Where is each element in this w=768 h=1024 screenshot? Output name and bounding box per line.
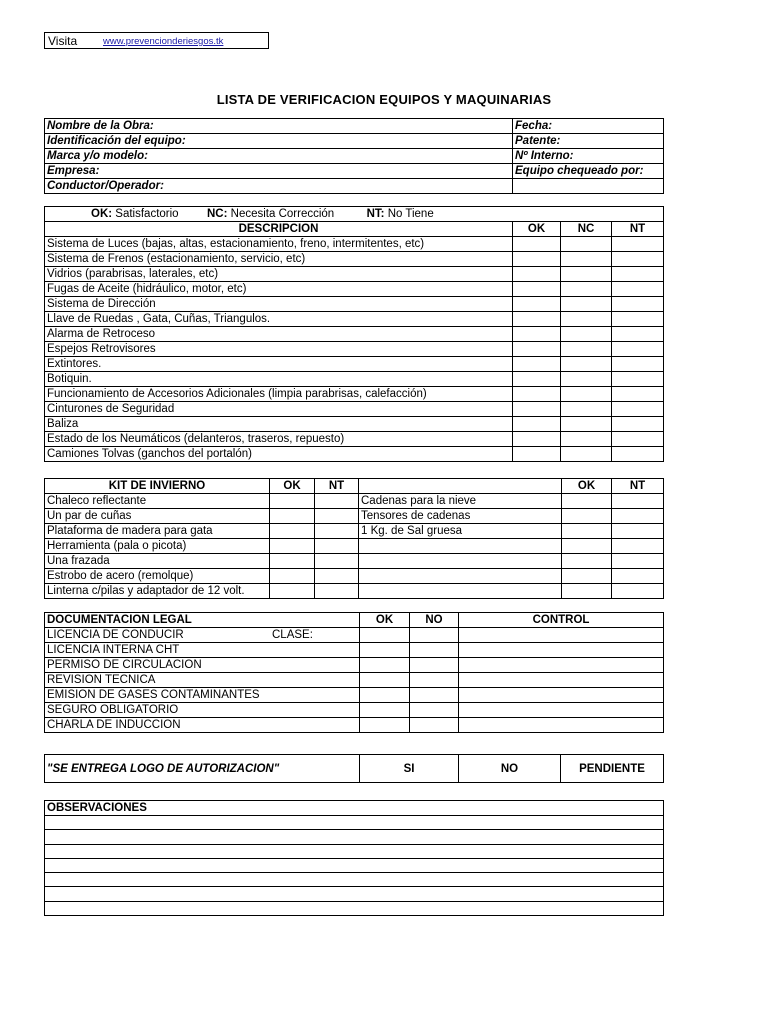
checklist-nt-cell[interactable] bbox=[612, 267, 664, 282]
docs-row bbox=[45, 688, 664, 703]
checklist-ok-cell[interactable] bbox=[513, 252, 561, 267]
checklist-nc-cell[interactable] bbox=[561, 282, 612, 297]
docs-item-label: CHARLA DE INDUCCION bbox=[47, 719, 181, 731]
checklist-nt-cell[interactable] bbox=[612, 357, 664, 372]
kit-nt-cell[interactable] bbox=[315, 524, 359, 539]
checklist-item-label: Sistema de Frenos (estacionamiento, servicio, etc) bbox=[45, 252, 513, 267]
checklist-header-row bbox=[45, 222, 664, 237]
kit-nt-cell-2[interactable] bbox=[612, 494, 664, 509]
kit-item-right: 1 Kg. de Sal gruesa bbox=[359, 524, 562, 539]
docs-no-cell[interactable] bbox=[410, 643, 459, 658]
legend-nc-key: NC: bbox=[206, 208, 228, 220]
docs-col-control: CONTROL bbox=[459, 613, 664, 628]
checklist-item-label: Camiones Tolvas (ganchos del portalón) bbox=[45, 447, 513, 462]
observations-label: OBSERVACIONES bbox=[45, 801, 664, 816]
kit-nt-cell[interactable] bbox=[315, 569, 359, 584]
header-field-right[interactable]: Fecha: bbox=[513, 119, 664, 134]
kit-ok-cell[interactable] bbox=[270, 569, 315, 584]
kit-nt-cell-2[interactable] bbox=[612, 539, 664, 554]
observations-line[interactable] bbox=[45, 887, 664, 901]
header-field-row bbox=[45, 164, 664, 179]
kit-col-blank bbox=[359, 479, 562, 494]
docs-item-cell bbox=[45, 718, 360, 733]
header-field-right[interactable]: Equipo chequeado por: bbox=[513, 164, 664, 179]
kit-ok-cell[interactable] bbox=[270, 494, 315, 509]
kit-item-left: Una frazada bbox=[45, 554, 270, 569]
checklist-row bbox=[45, 282, 664, 297]
docs-no-cell[interactable] bbox=[410, 703, 459, 718]
checklist-row bbox=[45, 447, 664, 462]
visit-link[interactable]: www.prevencionderiesgos.tk bbox=[103, 36, 224, 47]
checklist-nt-cell[interactable] bbox=[612, 297, 664, 312]
kit-row bbox=[45, 539, 664, 554]
checklist-item-label: Botiquin. bbox=[45, 372, 513, 387]
docs-row bbox=[45, 628, 664, 643]
kit-item-left: Herramienta (pala o picota) bbox=[45, 539, 270, 554]
docs-item-label: PERMISO DE CIRCULACION bbox=[47, 659, 202, 671]
kit-ok-cell-2[interactable] bbox=[562, 494, 612, 509]
visit-box bbox=[44, 32, 269, 49]
docs-item-label: LICENCIA DE CONDUCIR bbox=[47, 629, 184, 641]
checklist-table bbox=[44, 206, 664, 462]
docs-item-cell bbox=[45, 688, 360, 703]
checklist-row bbox=[45, 267, 664, 282]
observations-line[interactable] bbox=[45, 816, 664, 830]
kit-nt-cell-2[interactable] bbox=[612, 509, 664, 524]
header-field-left[interactable]: Marca y/o modelo: bbox=[45, 149, 513, 164]
checklist-ok-cell[interactable] bbox=[513, 327, 561, 342]
kit-col-ok: OK bbox=[270, 479, 315, 494]
checklist-item-label: Alarma de Retroceso bbox=[45, 327, 513, 342]
kit-nt-cell[interactable] bbox=[315, 509, 359, 524]
checklist-ok-cell[interactable] bbox=[513, 447, 561, 462]
checklist-nc-cell[interactable] bbox=[561, 252, 612, 267]
kit-ok-cell[interactable] bbox=[270, 539, 315, 554]
checklist-nt-cell[interactable] bbox=[612, 252, 664, 267]
checklist-item-label: Sistema de Luces (bajas, altas, estacionamiento, freno, intermitentes, etc) bbox=[45, 237, 513, 252]
kit-row bbox=[45, 584, 664, 599]
kit-ok-cell-2[interactable] bbox=[562, 554, 612, 569]
checklist-nc-cell[interactable] bbox=[561, 237, 612, 252]
checklist-row bbox=[45, 372, 664, 387]
checklist-nc-cell[interactable] bbox=[561, 357, 612, 372]
checklist-nc-cell[interactable] bbox=[561, 312, 612, 327]
checklist-ok-cell[interactable] bbox=[513, 312, 561, 327]
kit-nt-cell-2[interactable] bbox=[612, 584, 664, 599]
checklist-nt-cell[interactable] bbox=[612, 417, 664, 432]
kit-header-row bbox=[45, 479, 664, 494]
legend-row bbox=[45, 207, 664, 222]
docs-item-cell bbox=[45, 703, 360, 718]
checklist-nt-cell[interactable] bbox=[612, 237, 664, 252]
docs-col-no: NO bbox=[410, 613, 459, 628]
checklist-item-label: Espejos Retrovisores bbox=[45, 342, 513, 357]
header-field-right[interactable]: Nº Interno: bbox=[513, 149, 664, 164]
docs-control-cell[interactable] bbox=[459, 688, 664, 703]
docs-ok-cell[interactable] bbox=[360, 703, 410, 718]
kit-nt-cell-2[interactable] bbox=[612, 524, 664, 539]
checklist-nc-cell[interactable] bbox=[561, 297, 612, 312]
header-field-left[interactable]: Nombre de la Obra: bbox=[45, 119, 513, 134]
checklist-item-label: Llave de Ruedas , Gata, Cuñas, Triangulos. bbox=[45, 312, 513, 327]
checklist-ok-cell[interactable] bbox=[513, 387, 561, 402]
docs-control-cell[interactable] bbox=[459, 703, 664, 718]
kit-ok-cell[interactable] bbox=[270, 584, 315, 599]
docs-row bbox=[45, 643, 664, 658]
kit-ok-cell-2[interactable] bbox=[562, 569, 612, 584]
kit-nt-cell-2[interactable] bbox=[612, 569, 664, 584]
authorization-label: "SE ENTREGA LOGO DE AUTORIZACION" bbox=[45, 755, 360, 783]
docs-row bbox=[45, 718, 664, 733]
col-ok: OK bbox=[513, 222, 561, 237]
observations-line-row bbox=[45, 887, 664, 901]
kit-nt-cell-2[interactable] bbox=[612, 554, 664, 569]
docs-no-cell[interactable] bbox=[410, 673, 459, 688]
kit-item-left: Un par de cuñas bbox=[45, 509, 270, 524]
docs-ok-cell[interactable] bbox=[360, 628, 410, 643]
docs-item-label: SEGURO OBLIGATORIO bbox=[47, 704, 179, 716]
docs-header-row bbox=[45, 613, 664, 628]
header-fields-table bbox=[44, 118, 664, 194]
checklist-nc-cell[interactable] bbox=[561, 417, 612, 432]
observations-line-row bbox=[45, 901, 664, 915]
checklist-nc-cell[interactable] bbox=[561, 267, 612, 282]
kit-item-left: Estrobo de acero (remolque) bbox=[45, 569, 270, 584]
checklist-item-label: Cinturones de Seguridad bbox=[45, 402, 513, 417]
docs-ok-cell[interactable] bbox=[360, 658, 410, 673]
checklist-nc-cell[interactable] bbox=[561, 342, 612, 357]
checklist-nc-cell[interactable] bbox=[561, 372, 612, 387]
docs-col-title: DOCUMENTACION LEGAL bbox=[45, 613, 360, 628]
kit-ok-cell-2[interactable] bbox=[562, 509, 612, 524]
legend-nc-text: Necesita Corrección bbox=[230, 208, 335, 220]
kit-item-left: Plataforma de madera para gata bbox=[45, 524, 270, 539]
page-title: LISTA DE VERIFICACION EQUIPOS Y MAQUINARIAS bbox=[216, 92, 552, 107]
visit-label: Visita bbox=[48, 34, 78, 48]
checklist-ok-cell[interactable] bbox=[513, 372, 561, 387]
docs-ok-cell[interactable] bbox=[360, 718, 410, 733]
kit-item-left: Chaleco reflectante bbox=[45, 494, 270, 509]
docs-item-label: LICENCIA INTERNA CHT bbox=[47, 644, 180, 656]
docs-clase-label: CLASE: bbox=[272, 629, 313, 641]
observations-line[interactable] bbox=[45, 873, 664, 887]
checklist-row bbox=[45, 342, 664, 357]
checklist-row bbox=[45, 327, 664, 342]
header-field-left[interactable]: Identificación del equipo: bbox=[45, 134, 513, 149]
docs-no-cell[interactable] bbox=[410, 658, 459, 673]
checklist-ok-cell[interactable] bbox=[513, 237, 561, 252]
kit-item-right: Tensores de cadenas bbox=[359, 509, 562, 524]
authorization-si[interactable]: SI bbox=[360, 755, 459, 783]
checklist-nt-cell[interactable] bbox=[612, 372, 664, 387]
checklist-item-label: Estado de los Neumáticos (delanteros, traseros, repuesto) bbox=[45, 432, 513, 447]
docs-no-cell[interactable] bbox=[410, 688, 459, 703]
checklist-nt-cell[interactable] bbox=[612, 447, 664, 462]
checklist-nc-cell[interactable] bbox=[561, 327, 612, 342]
docs-no-cell[interactable] bbox=[410, 718, 459, 733]
winter-kit-table bbox=[44, 478, 664, 599]
kit-item-right: Cadenas para la nieve bbox=[359, 494, 562, 509]
kit-col-ok-2: OK bbox=[562, 479, 612, 494]
observations-line-row bbox=[45, 873, 664, 887]
docs-ok-cell[interactable] bbox=[360, 688, 410, 703]
docs-item-cell bbox=[45, 673, 360, 688]
docs-ok-cell[interactable] bbox=[360, 673, 410, 688]
kit-item-right bbox=[359, 584, 562, 599]
kit-row bbox=[45, 509, 664, 524]
kit-col-nt: NT bbox=[315, 479, 359, 494]
legend-nt-text: No Tiene bbox=[387, 208, 434, 220]
header-field-row bbox=[45, 179, 664, 194]
checklist-row bbox=[45, 237, 664, 252]
checklist-ok-cell[interactable] bbox=[513, 357, 561, 372]
checklist-item-label: Vidrios (parabrisas, laterales, etc) bbox=[45, 267, 513, 282]
docs-control-cell[interactable] bbox=[459, 673, 664, 688]
checklist-nt-cell[interactable] bbox=[612, 387, 664, 402]
kit-row bbox=[45, 494, 664, 509]
docs-item-cell bbox=[45, 643, 360, 658]
checklist-nt-cell[interactable] bbox=[612, 432, 664, 447]
kit-nt-cell[interactable] bbox=[315, 539, 359, 554]
checklist-nc-cell[interactable] bbox=[561, 387, 612, 402]
docs-control-cell[interactable] bbox=[459, 658, 664, 673]
header-field-left[interactable]: Conductor/Operador: bbox=[45, 179, 513, 194]
docs-control-cell[interactable] bbox=[459, 718, 664, 733]
kit-nt-cell[interactable] bbox=[315, 494, 359, 509]
checklist-nt-cell[interactable] bbox=[612, 282, 664, 297]
kit-ok-cell-2[interactable] bbox=[562, 524, 612, 539]
docs-item-label: REVISION TECNICA bbox=[47, 674, 156, 686]
kit-ok-cell[interactable] bbox=[270, 524, 315, 539]
authorization-row bbox=[45, 755, 664, 783]
checklist-row bbox=[45, 357, 664, 372]
observations-line[interactable] bbox=[45, 844, 664, 858]
docs-control-cell[interactable] bbox=[459, 628, 664, 643]
docs-col-ok: OK bbox=[360, 613, 410, 628]
kit-item-right bbox=[359, 554, 562, 569]
checklist-row bbox=[45, 312, 664, 327]
checklist-ok-cell[interactable] bbox=[513, 297, 561, 312]
checklist-ok-cell[interactable] bbox=[513, 267, 561, 282]
observations-line[interactable] bbox=[45, 830, 664, 844]
docs-item-cell bbox=[45, 658, 360, 673]
col-descripcion: DESCRIPCION bbox=[45, 222, 513, 237]
docs-row bbox=[45, 673, 664, 688]
kit-nt-cell[interactable] bbox=[315, 554, 359, 569]
kit-ok-cell[interactable] bbox=[270, 554, 315, 569]
checklist-nt-cell[interactable] bbox=[612, 402, 664, 417]
observations-header-row bbox=[45, 801, 664, 816]
observations-line-row bbox=[45, 816, 664, 830]
checklist-row bbox=[45, 252, 664, 267]
kit-row bbox=[45, 524, 664, 539]
checklist-nt-cell[interactable] bbox=[612, 327, 664, 342]
legend-nt-key: NT: bbox=[366, 208, 385, 220]
col-nc: NC bbox=[561, 222, 612, 237]
checklist-ok-cell[interactable] bbox=[513, 402, 561, 417]
header-field-left[interactable]: Empresa: bbox=[45, 164, 513, 179]
observations-line-row bbox=[45, 830, 664, 844]
checklist-row bbox=[45, 417, 664, 432]
kit-col-title: KIT DE INVIERNO bbox=[45, 479, 270, 494]
checklist-nc-cell[interactable] bbox=[561, 447, 612, 462]
checklist-nc-cell[interactable] bbox=[561, 402, 612, 417]
header-field-row bbox=[45, 149, 664, 164]
docs-row bbox=[45, 658, 664, 673]
kit-ok-cell[interactable] bbox=[270, 509, 315, 524]
observations-line-row bbox=[45, 858, 664, 872]
kit-row bbox=[45, 554, 664, 569]
checklist-item-label: Funcionamiento de Accesorios Adicionales (limpia parabrisas, calefacción) bbox=[45, 387, 513, 402]
authorization-pendiente[interactable]: PENDIENTE bbox=[561, 755, 664, 783]
observations-table bbox=[44, 800, 664, 916]
observations-line[interactable] bbox=[45, 858, 664, 872]
checklist-item-label: Sistema de Dirección bbox=[45, 297, 513, 312]
kit-ok-cell-2[interactable] bbox=[562, 539, 612, 554]
kit-nt-cell[interactable] bbox=[315, 584, 359, 599]
checklist-nt-cell[interactable] bbox=[612, 312, 664, 327]
checklist-ok-cell[interactable] bbox=[513, 342, 561, 357]
docs-ok-cell[interactable] bbox=[360, 643, 410, 658]
kit-item-left: Linterna c/pilas y adaptador de 12 volt. bbox=[45, 584, 270, 599]
docs-item-label: EMISION DE GASES CONTAMINANTES bbox=[47, 689, 260, 701]
docs-row bbox=[45, 703, 664, 718]
header-field-right[interactable]: Patente: bbox=[513, 134, 664, 149]
checklist-item-label: Baliza bbox=[45, 417, 513, 432]
checklist-nt-cell[interactable] bbox=[612, 342, 664, 357]
checklist-ok-cell[interactable] bbox=[513, 282, 561, 297]
checklist-row bbox=[45, 432, 664, 447]
kit-ok-cell-2[interactable] bbox=[562, 584, 612, 599]
col-nt: NT bbox=[612, 222, 664, 237]
header-field-row bbox=[45, 119, 664, 134]
header-field-row bbox=[45, 134, 664, 149]
authorization-no[interactable]: NO bbox=[459, 755, 561, 783]
kit-item-right bbox=[359, 539, 562, 554]
docs-no-cell[interactable] bbox=[410, 628, 459, 643]
checklist-nc-cell[interactable] bbox=[561, 432, 612, 447]
header-field-right[interactable] bbox=[513, 179, 664, 194]
checklist-item-label: Extintores. bbox=[45, 357, 513, 372]
authorization-table bbox=[44, 754, 664, 783]
kit-row bbox=[45, 569, 664, 584]
checklist-item-label: Fugas de Aceite (hidráulico, motor, etc) bbox=[45, 282, 513, 297]
checklist-row bbox=[45, 402, 664, 417]
observations-line-row bbox=[45, 844, 664, 858]
checklist-ok-cell[interactable] bbox=[513, 417, 561, 432]
legend-ok-text: Satisfactorio bbox=[115, 208, 179, 220]
observations-line[interactable] bbox=[45, 901, 664, 915]
checklist-row bbox=[45, 387, 664, 402]
legal-docs-table bbox=[44, 612, 664, 733]
docs-control-cell[interactable] bbox=[459, 643, 664, 658]
legend-ok-key: OK: bbox=[91, 208, 113, 220]
docs-item-cell bbox=[45, 628, 360, 643]
kit-col-nt-2: NT bbox=[612, 479, 664, 494]
checklist-ok-cell[interactable] bbox=[513, 432, 561, 447]
kit-item-right bbox=[359, 569, 562, 584]
checklist-row bbox=[45, 297, 664, 312]
